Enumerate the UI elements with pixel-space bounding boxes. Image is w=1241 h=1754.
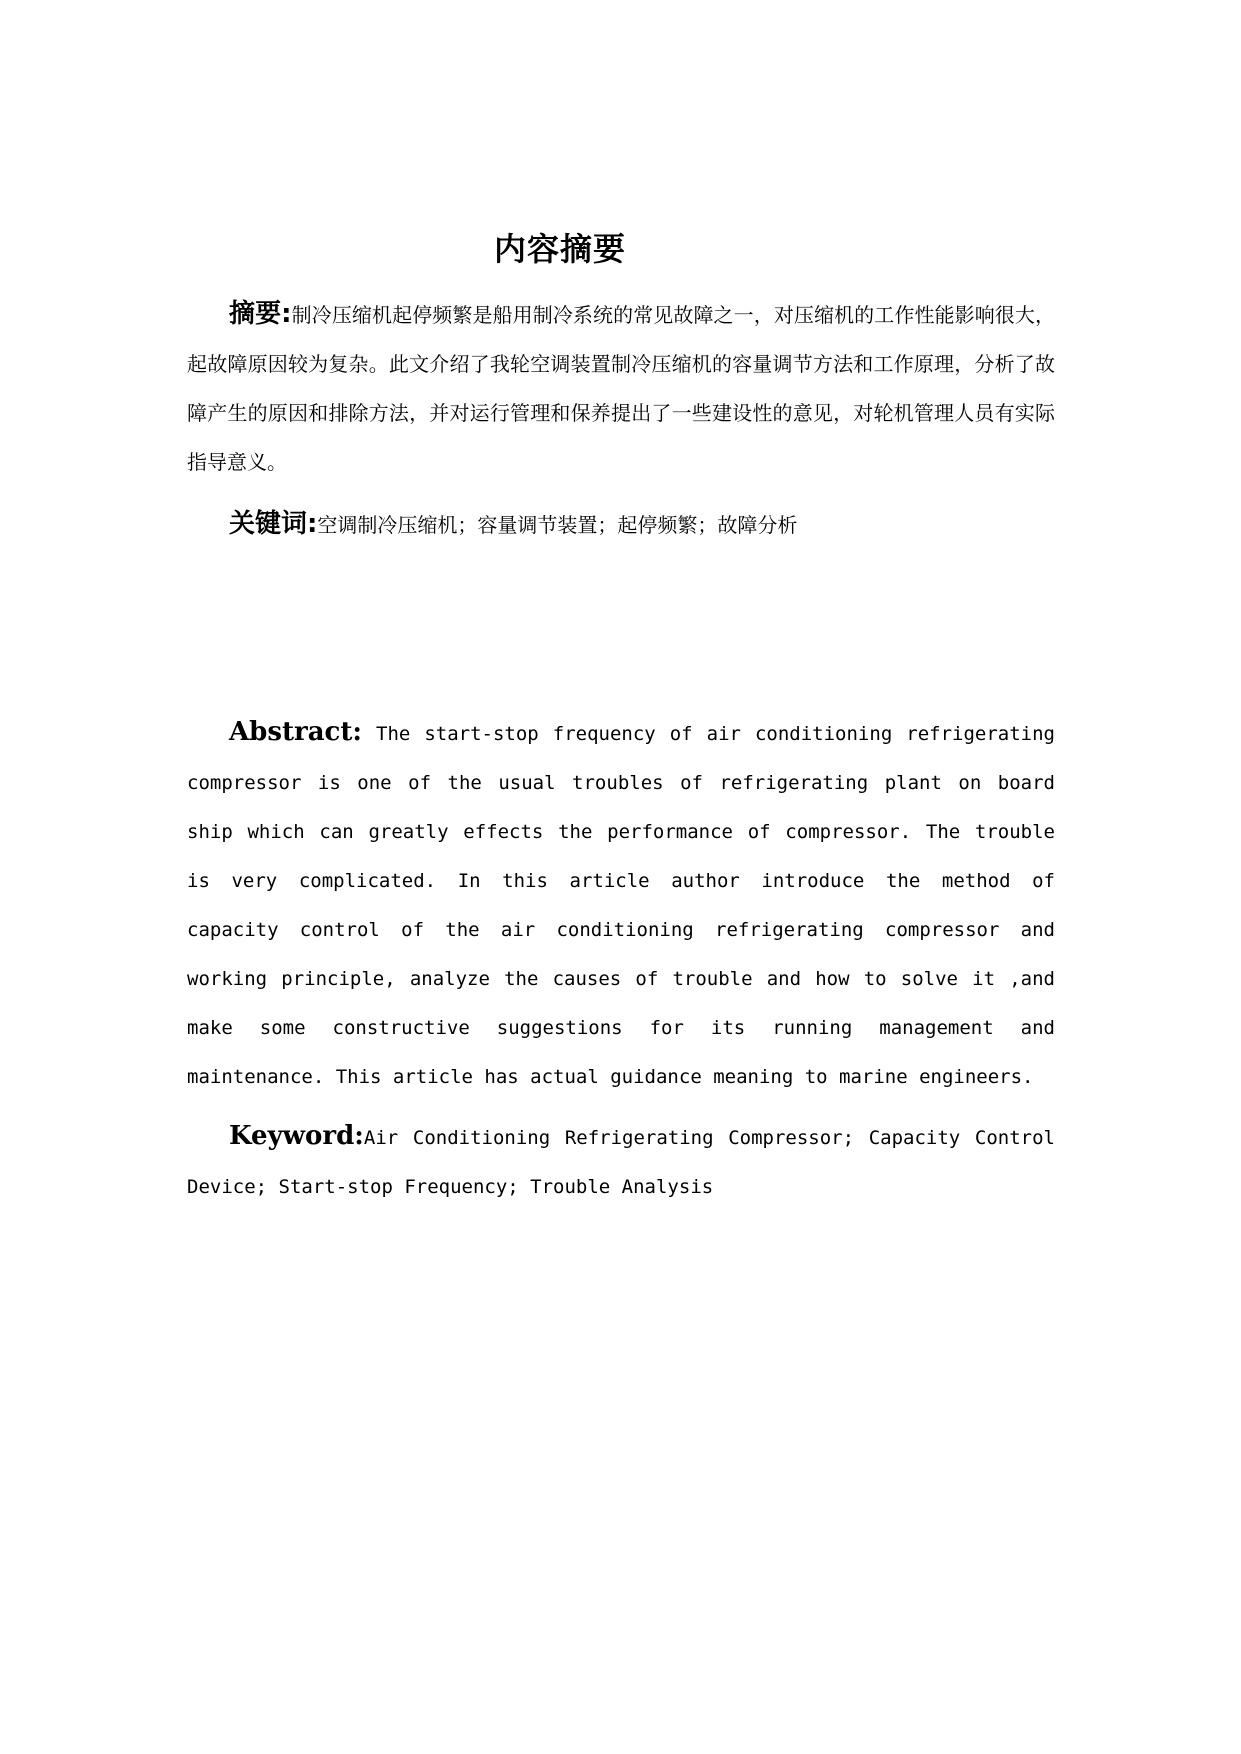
page-title: 内容摘要: [493, 230, 626, 268]
keywords-en-paragraph: [187, 1112, 1055, 1212]
abstract-cn-label: 摘要:: [229, 299, 292, 329]
abstract-cn-text: 制冷压缩机起停频繁是船用制冷系统的常见故障之一，对压缩机的工作性能影响很大，起故障原因较为复杂。此文介绍了我轮空调装置制冷压缩机的容量调节方法和工作原理，分析了故障产生的原因和排除方法，并对运行管理和保养提出了一些建设性的意见，对轮机管理人员有实际指导意义。: [187, 303, 1055, 474]
keywords-cn-label: 关键词:: [229, 509, 318, 539]
keywords-en-text: Air Conditioning Refrigerating Compressor; Capacity Control Device; Start-stop Frequency; Trouble Analysis: [187, 1127, 1055, 1198]
keywords-en-label: Keyword:: [229, 1121, 364, 1151]
abstract-en-label: Abstract:: [229, 717, 362, 747]
abstract-en-section: [187, 708, 1055, 1102]
abstract-cn-paragraph: [187, 290, 1055, 487]
abstract-en-paragraph: [187, 708, 1055, 1102]
keywords-cn-section: [187, 500, 1055, 550]
keywords-cn-text: 空调制冷压缩机；容量调节装置；起停频繁；故障分析: [317, 513, 798, 537]
keywords-cn-paragraph: [187, 500, 1055, 550]
abstract-cn-section: [187, 290, 1055, 487]
abstract-en-text: The start-stop frequency of air conditioning refrigerating compressor is one of the usual troubles of refrigerating plant on board ship which can greatly effects the performance of compressor. The trouble is very complicated. In this article author introduce the method of capacity control of the air conditioning refrigerating compressor and working principle, analyze the causes of trouble and how to solve it ,and make some constructive suggestions for its running management and maintenance. This article has actual guidance meaning to marine engineers.: [187, 723, 1055, 1088]
keywords-en-section: [187, 1112, 1055, 1212]
